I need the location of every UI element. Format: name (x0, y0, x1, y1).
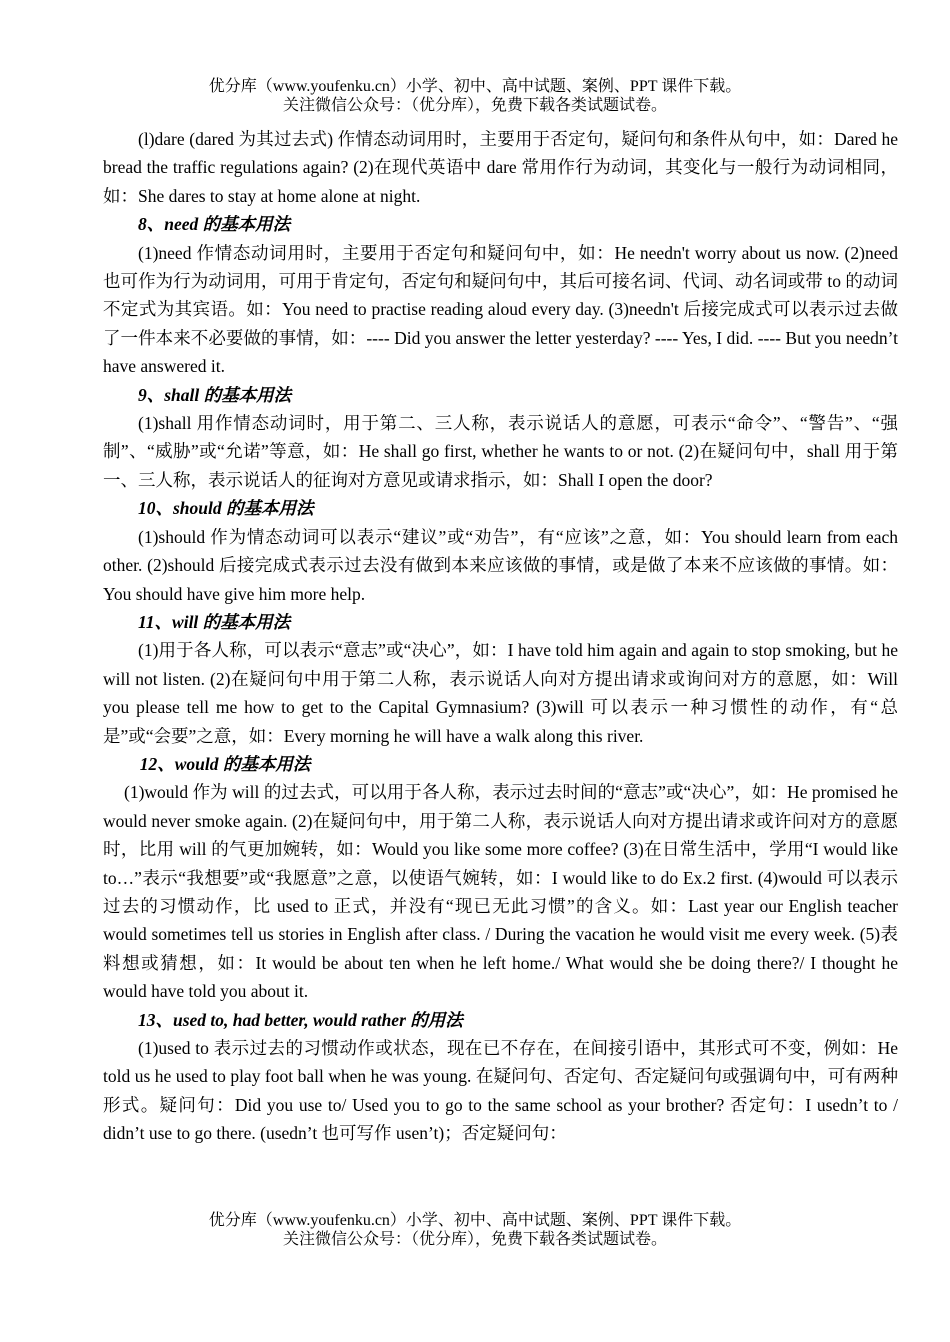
need-paragraph: (1)need 作情态动词用时，主要用于否定句和疑问句中，如：He needn't worry about us now. (2)need 也可作为行为动词用，可用于肯定句，否定句和疑问句中，其后可接名词、代词、动名词或带 to 的动词不定式为其宾语。如：You need to practise reading aloud every day. (3)needn't 后接完成式可以表示过去做了一件本来不必要做的事情，如：---- Did you answer the letter yesterday? ---- Yes, I did. ---- But you needn’t have answered it. (103, 242, 898, 377)
should-heading: 10、should 的基本用法 (138, 498, 314, 519)
header-line-2: 关注微信公众号：（优分库），免费下载各类试题试卷。 (282, 97, 667, 114)
need-heading: 8、need 的基本用法 (138, 214, 291, 235)
will-heading: 11、will 的基本用法 (138, 611, 291, 632)
used-to-heading: 13、used to, had better, would rather 的用法 (138, 1009, 463, 1030)
page-header (0, 77, 950, 115)
page-footer (0, 1211, 950, 1249)
would-heading: 12、would 的基本用法 (139, 753, 311, 774)
footer-line-2: 关注微信公众号：（优分库），免费下载各类试题试卷。 (282, 1231, 667, 1248)
document-body (103, 125, 898, 1148)
should-paragraph: (1)should 作为情态动词可以表示“建议”或“劝告”，有“应该”之意，如：You should learn from each other. (2)should 后接完成式表示过去没有做到本来应该做的事情，或是做了本来不应该做的事情。如：You should have give him more help. (103, 526, 898, 604)
dare-paragraph: (l)dare (dared 为其过去式) 作情态动词用时，主要用于否定句，疑问句和条件从句中，如：Dared he bread the traffic regulations again? (2)在现代英语中 dare 常用作行为动词，其变化与一般行为动词相同，如：She dares to stay at home alone at night. (103, 129, 898, 206)
shall-paragraph: (1)shall 用作情态动词时，用于第二、三人称，表示说话人的意愿，可表示“命令”、“警告”、“强制”、“威胁”或“允诺”等意，如：He shall go first, whether he wants to or not. (2)在疑问句中，shall 用于第一、三人称，表示说话人的征询对方意见或请求指示，如：Shall I open the door? (103, 413, 898, 490)
used-to-paragraph: (1)used to 表示过去的习惯动作或状态，现在已不存在，在间接引语中，其形式可不变，例如：He told us he used to play foot ball when he was young. 在疑问句、否定句、否定疑问句或强调句中，可有两种形式。疑问句：Did you use to/ Used you to go to the same school as your brother? 否定句：I usedn’t to / didn’t use to go there. (usedn’t 也可写作 usen’t)；否定疑问句： (103, 1038, 898, 1144)
header-line-1: 优分库（www.youfenku.cn）小学、初中、高中试题、案例、PPT 课件下载。 (208, 78, 742, 95)
will-paragraph: (1)用于各人称，可以表示“意志”或“决心”，如：I have told him again and again to stop smoking, but he will not listen. (2)在疑问句中用于第二人称，表示说话人向对方提出请求或询问对方的意愿，如：Will you please tell me how to get to the Capital Gymnasium? (3)will 可以表示一种习惯性的动作，有“总是”或“会要”之意，如：Every morning he will have a walk along this river. (103, 640, 898, 746)
shall-heading: 9、shall 的基本用法 (138, 384, 292, 405)
footer-line-1: 优分库（www.youfenku.cn）小学、初中、高中试题、案例、PPT 课件下载。 (208, 1212, 742, 1229)
would-paragraph: (1)would 作为 will 的过去式，可以用于各人称，表示过去时间的“意志”或“决心”，如：He promised he would never smoke again. (2)在疑问句中，用于第二人称，表示说话人向对方提出请求或许问对方的意愿时，比用 will 的气更加婉转，如：Would you like some more coffee? (3)在日常生活中，学用“I would like to…”表示“我想要”或“我愿意”之意，以使语气婉转，如：I would like to do Ex.2 first. (4)would 可以表示过去的习惯动作，比 used to 正式，并没有“现已无此习惯”的含义。如：Last year our English teacher would sometimes tell us stories in English after class. / During the vacation he would visit me every week. (5)表料想或猜想，如：It would be about ten when he left home./ What would she be doing there?/ I thought he would have told you about it. (103, 782, 898, 1002)
